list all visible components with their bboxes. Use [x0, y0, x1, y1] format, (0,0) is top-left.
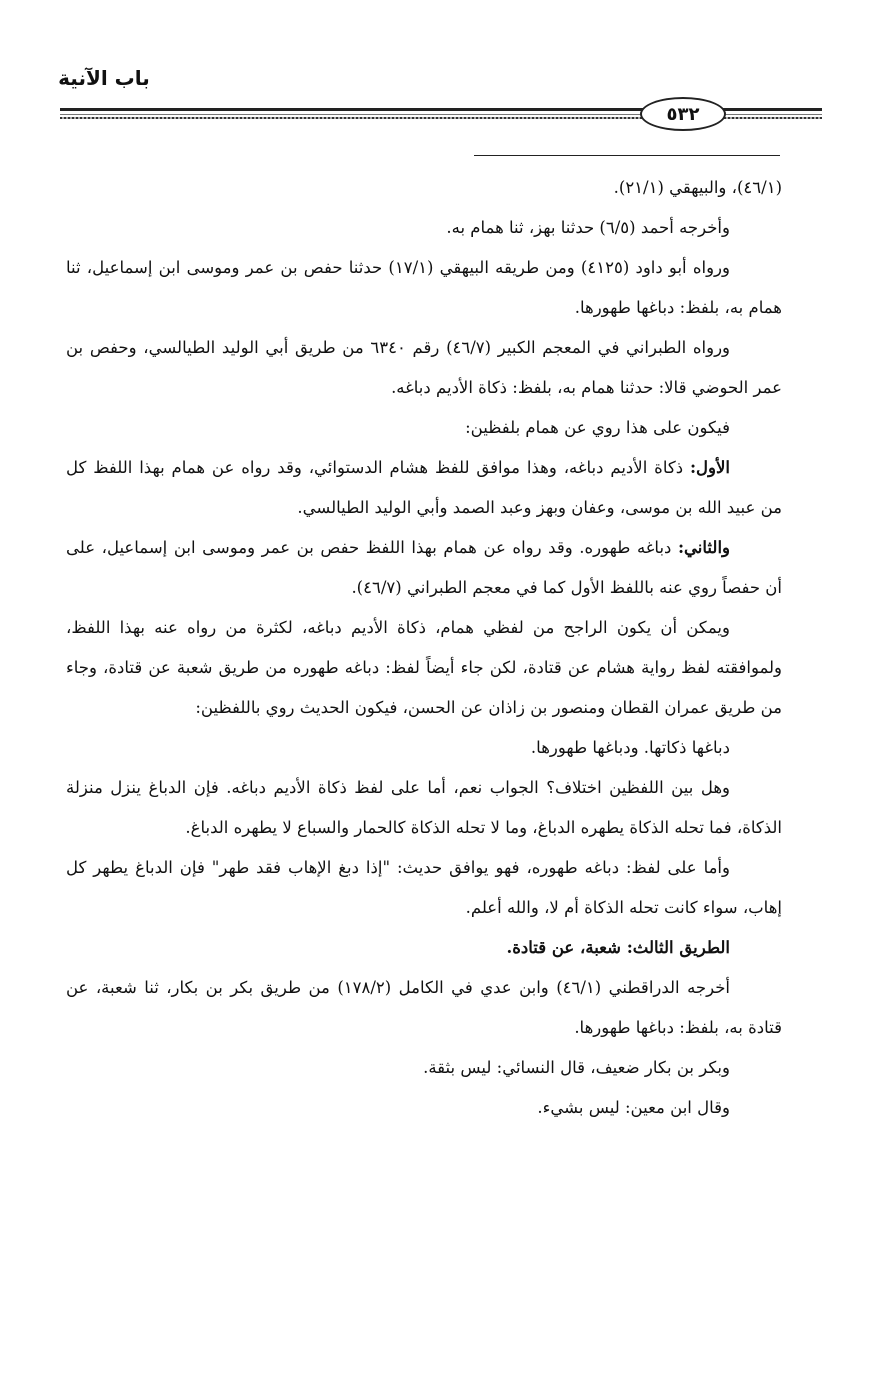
paragraph-text: وقال ابن معين: ليس بشيء.	[537, 1098, 730, 1117]
paragraph	[66, 1088, 782, 1128]
paragraph	[66, 1048, 782, 1088]
paragraph-text: دباغها ذكاتها. ودباغها طهورها.	[530, 738, 730, 757]
paragraph	[66, 608, 782, 728]
page-number: ٥٣٢	[640, 97, 726, 131]
paragraph-lead: والثاني:	[677, 538, 730, 557]
page-body	[66, 168, 782, 1128]
paragraph	[66, 168, 782, 208]
paragraph-text: ويمكن أن يكون الراجح من لفظي همام، ذكاة الأديم دباغه، لكثرة من رواه عنه بهذا اللفظ، ولموافقته لفظ رواية هشام عن قتادة، لكن جاء أيضاً لفظ: دباغه طهوره من طريق شعبة عن قتادة، وجاء من طريق عمران القطان ومنصور بن زاذان عن الحسن، فيكون الحديث روي باللفظين:	[66, 618, 782, 717]
paragraph	[66, 848, 782, 928]
paragraph	[66, 728, 782, 768]
paragraph	[66, 968, 782, 1048]
paragraph	[66, 528, 782, 608]
paragraph-text: وبكر بن بكار ضعيف، قال النسائي: ليس بثقة.	[423, 1058, 730, 1077]
paragraph-text: ذكاة الأديم دباغه، وهذا موافق للفظ هشام الدستوائي، وقد رواه عن همام بهذا اللفظ كل من عبيد الله بن موسى، وعفان وبهز وعبد الصمد وأبي الوليد الطيالسي.	[66, 458, 782, 517]
paragraph-lead: الأول:	[689, 458, 730, 477]
footnote-separator	[474, 155, 780, 156]
paragraph	[66, 768, 782, 848]
paragraph	[66, 928, 782, 968]
paragraph	[66, 208, 782, 248]
paragraph-text: وأما على لفظ: دباغه طهوره، فهو يوافق حديث: "إذا دبغ الإهاب فقد طهر" فإن الدباغ يطهر كل إهاب، سواء كانت تحله الذكاة أم لا، والله أعلم.	[66, 858, 782, 917]
paragraph-text: (٤٦/١)، والبيهقي (٢١/١).	[613, 178, 782, 197]
chapter-title: باب الآنية	[58, 66, 150, 90]
paragraph-text: أخرجه الدراقطني (٤٦/١) وابن عدي في الكامل (١٧٨/٢) من طريق بكر بن بكار، ثنا شعبة، عن قتادة به، بلفظ: دباغها طهورها.	[66, 978, 782, 1037]
paragraph	[66, 448, 782, 528]
paragraph-text: فيكون على هذا روي عن همام بلفظين:	[465, 418, 730, 437]
paragraph-text: دباغه طهوره. وقد رواه عن همام بهذا اللفظ حفص بن عمر وموسى ابن إسماعيل، على أن حفصاً روي عنه باللفظ الأول كما في معجم الطبراني (٤٦/٧).	[66, 538, 782, 597]
paragraph-text: وأخرجه أحمد (٦/٥) حدثنا بهز، ثنا همام به.	[446, 218, 730, 237]
paragraph	[66, 328, 782, 408]
paragraph-text: ورواه الطبراني في المعجم الكبير (٤٦/٧) رقم ٦٣٤٠ من طريق أبي الوليد الطيالسي، وحفص بن عمر الحوضي قالا: حدثنا همام به، بلفظ: ذكاة الأديم دباغه.	[66, 338, 782, 397]
paragraph	[66, 408, 782, 448]
paragraph-text: وهل بين اللفظين اختلاف؟ الجواب نعم، أما على لفظ ذكاة الأديم دباغه. فإن الدباغ ينزل منزلة الذكاة، فما تحله الذكاة يطهره الدباغ، وما لا تحله الذكاة كالحمار والسباع لا يطهره الدباغ.	[66, 778, 782, 837]
paragraph	[66, 248, 782, 328]
paragraph-text: ورواه أبو داود (٤١٢٥) ومن طريقه البيهقي (١٧/١) حدثنا حفص بن عمر وموسى ابن إسماعيل، ثنا همام به، بلفظ: دباغها طهورها.	[66, 258, 782, 317]
paragraph-lead: الطريق الثالث: شعبة، عن قتادة.	[506, 938, 730, 957]
